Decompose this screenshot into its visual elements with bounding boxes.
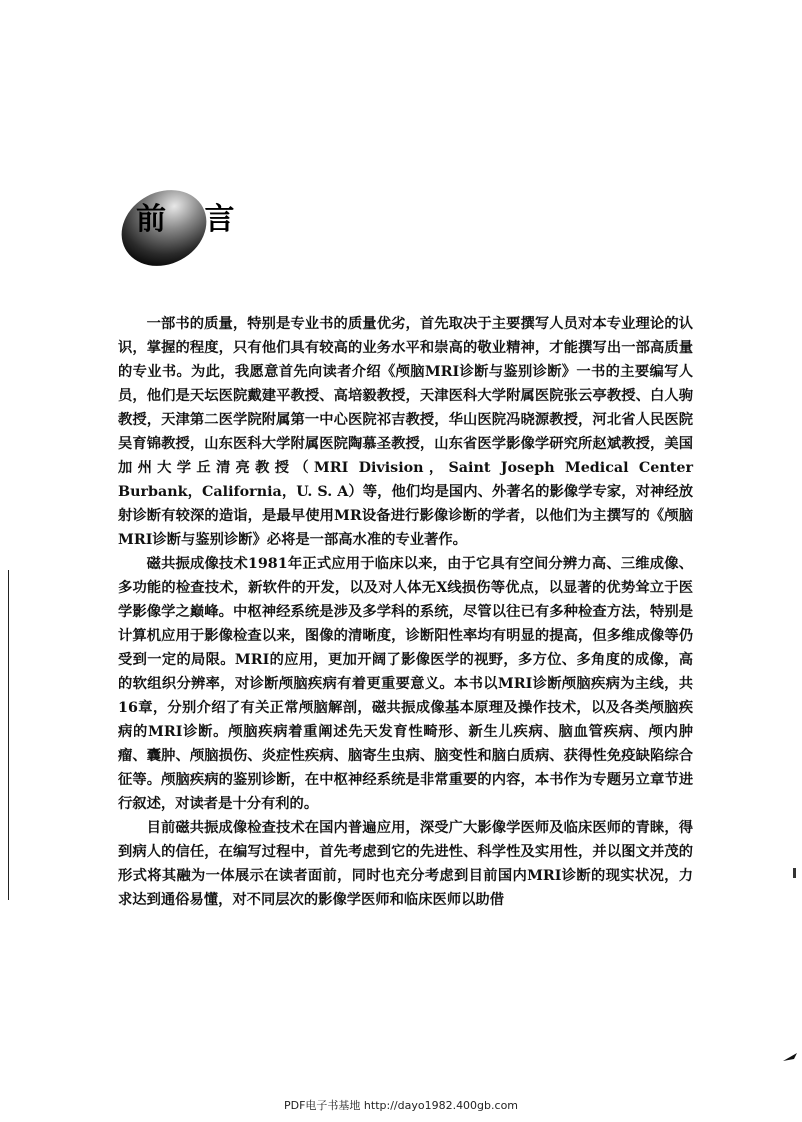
paragraph-2: 磁共振成像技术1981年正式应用于临床以来，由于它具有空间分辨力高、三维成像、多功能的检查技术，新软件的开发，以及对人体无X线损伤等优点，以显著的优势耸立于医学影像学之巅峰。中枢神经系统是涉及多学科的系统，尽管以往已有多种检查方法，特别是计算机应用于影像检查以来，图像的清晰度，诊断阳性率均有明显的提高，但多维成像等仍受到一定的局限。MRI的应用，更加开阔了影像医学的视野，多方位、多角度的成像，高的软组织分辨率，对诊断颅脑疾病有着更重要意义。本书以MRI诊断颅脑疾病为主线，共16章，分别介绍了有关正常颅脑解剖，磁共振成像基本原理及操作技术，以及各类颅脑疾病的MRI诊断。颅脑疾病着重阐述先天发育性畸形、新生儿疾病、脑血管疾病、颅内肿瘤、囊肿、颅脑损伤、炎症性疾病、脑寄生虫病、脑变性和脑白质病、获得性免疫缺陷综合征等。颅脑疾病的鉴别诊断，在中枢神经系统是非常重要的内容，本书作为专题另立章节进行叙述，对读者是十分有利的。 <box>118 556 693 812</box>
scan-artifact-line <box>8 570 9 900</box>
scan-artifact-tick <box>793 868 796 878</box>
paragraph-3: 目前磁共振成像检查技术在国内普遍应用，深受广大影像学医师及临床医师的青睐，得到病人的信任，在编写过程中，首先考虑到它的先进性、科学性及实用性，并以图文并茂的形式将其融为一体展示在读者面前，同时也充分考虑到目前国内MRI诊断的现实状况，力求达到通俗易懂，对不同层次的影像学医师和临床医师以助借 <box>118 820 693 908</box>
footer-watermark: PDF电子书基地 http://dayo1982.400gb.com <box>283 1099 519 1112</box>
body-text <box>118 312 693 912</box>
paragraph-1: 一部书的质量，特别是专业书的质量优劣，首先取决于主要撰写人员对本专业理论的认识，掌握的程度，只有他们具有较高的业务水平和崇高的敬业精神，才能撰写出一部高质量的专业书。为此，我愿意首先向读者介绍《颅脑MRI诊断与鉴别诊断》一书的主要编写人员，他们是天坛医院戴建平教授、高培毅教授，天津医科大学附属医院张云亭教授、白人驹教授，天津第二医学院附属第一中心医院祁吉教授，华山医院冯晓源教授，河北省人民医院吴育锦教授，山东医科大学附属医院陶慕圣教授，山东省医学影像学研究所赵斌教授，美国加州大学丘清亮教授（MRI Division，Saint Joseph Medical Center Burbank，California，U. S. A）等，他们均是国内、外著名的影像学专家，对神经放射诊断有较深的造诣，是最早使用MR设备进行影像诊断的学者，以他们为主撰写的《颅脑MRI诊断与鉴别诊断》必将是一部高水准的专业著作。 <box>118 316 693 548</box>
title-block <box>118 186 249 268</box>
page-title: 前 言 <box>136 202 249 237</box>
scan-artifact-mark <box>782 1052 798 1062</box>
